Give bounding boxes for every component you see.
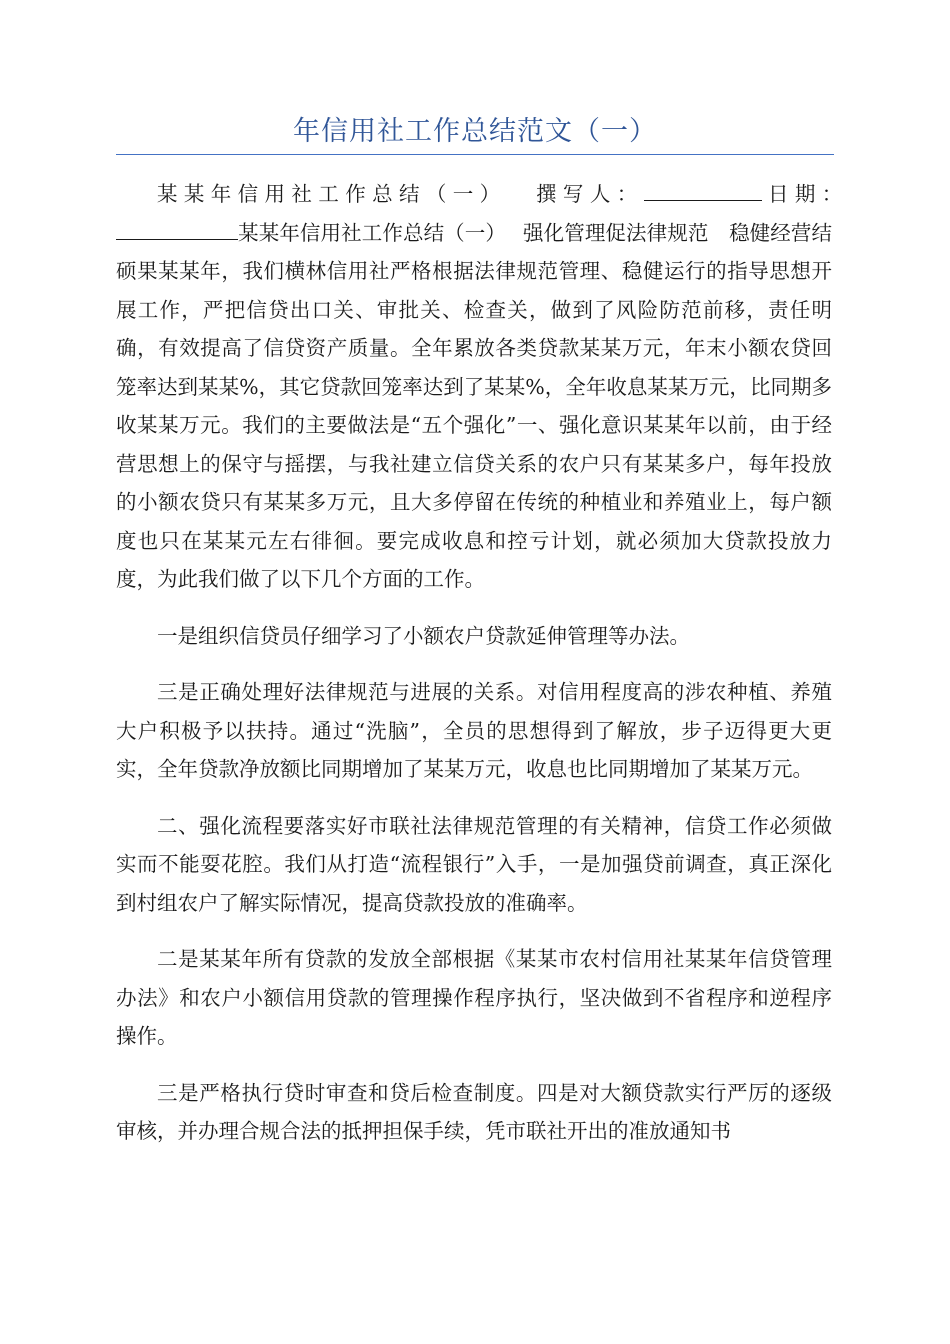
intro-continuation: 某某年信用社工作总结（一） 强化管理促法律规范 稳健经营结硕果某某年，我们横林信用社严格根据法律规范管理、稳健运行的指导思想开展工作，严把信贷出口关、审批关、检查关，做到了风险防范前移，责任明确，有效提高了信贷资产质量。全年累放各类贷款某某万元，年末小额农贷回笼率达到某某%，其它贷款回笼率达到了某某%，全年收息某某万元，比同期多收某某万元。我们的主要做法是“五个强化”一、强化意识某某年以前，由于经营思想上的保守与摇摆，与我社建立信贷关系的农户只有某某多户，每年投放的小额农贷只有某某多万元，且大多停留在传统的种植业和养殖业上，每户额度也只在某某元左右徘徊。要完成收息和控亏计划，就必须加大贷款投放力度，为此我们做了以下几个方面的工作。 xyxy=(116,220,832,591)
document-body xyxy=(116,175,832,1169)
body-paragraph: 三是正确处理好法律规范与进展的关系。对信用程度高的涉农种植、养殖大户积极予以扶持。通过“洗脑”，全员的思想得到了解放，步子迈得更大更实，全年贷款净放额比同期增加了某某万元，收息也比同期增加了某某万元。 xyxy=(116,680,832,781)
body-paragraph: 一是组织信贷员仔细学习了小额农户贷款延伸管理等办法。 xyxy=(157,623,690,648)
document-title: 年信用社工作总结范文（一） xyxy=(293,116,657,147)
author-blank xyxy=(644,178,762,201)
body-paragraph: 二、强化流程要落实好市联社法律规范管理的有关精神，信贷工作必须做实而不能耍花腔。我们从打造“流程银行”入手，一是加强贷前调查，真正深化到村组农户了解实际情况，提高贷款投放的准确率。 xyxy=(116,813,832,915)
date-blank xyxy=(116,217,238,240)
date-label: 日期： xyxy=(761,182,833,206)
body-paragraph: 二是某某年所有贷款的发放全部根据《某某市农村信用社某某年信贷管理办法》和农户小额信用贷款的管理操作程序执行，坚决做到不省程序和逆程序操作。 xyxy=(116,947,832,1048)
intro-lead-text: 某某年信用社工作总结（一） 撰写人： xyxy=(157,182,644,206)
intro-paragraph xyxy=(116,175,832,599)
body-paragraph: 三是严格执行贷时审查和贷后检查制度。四是对大额贷款实行严厉的逐级审核，并办理合规合法的抵押担保手续，凭市联社开出的准放通知书 xyxy=(116,1080,832,1143)
title-underline xyxy=(116,154,834,155)
